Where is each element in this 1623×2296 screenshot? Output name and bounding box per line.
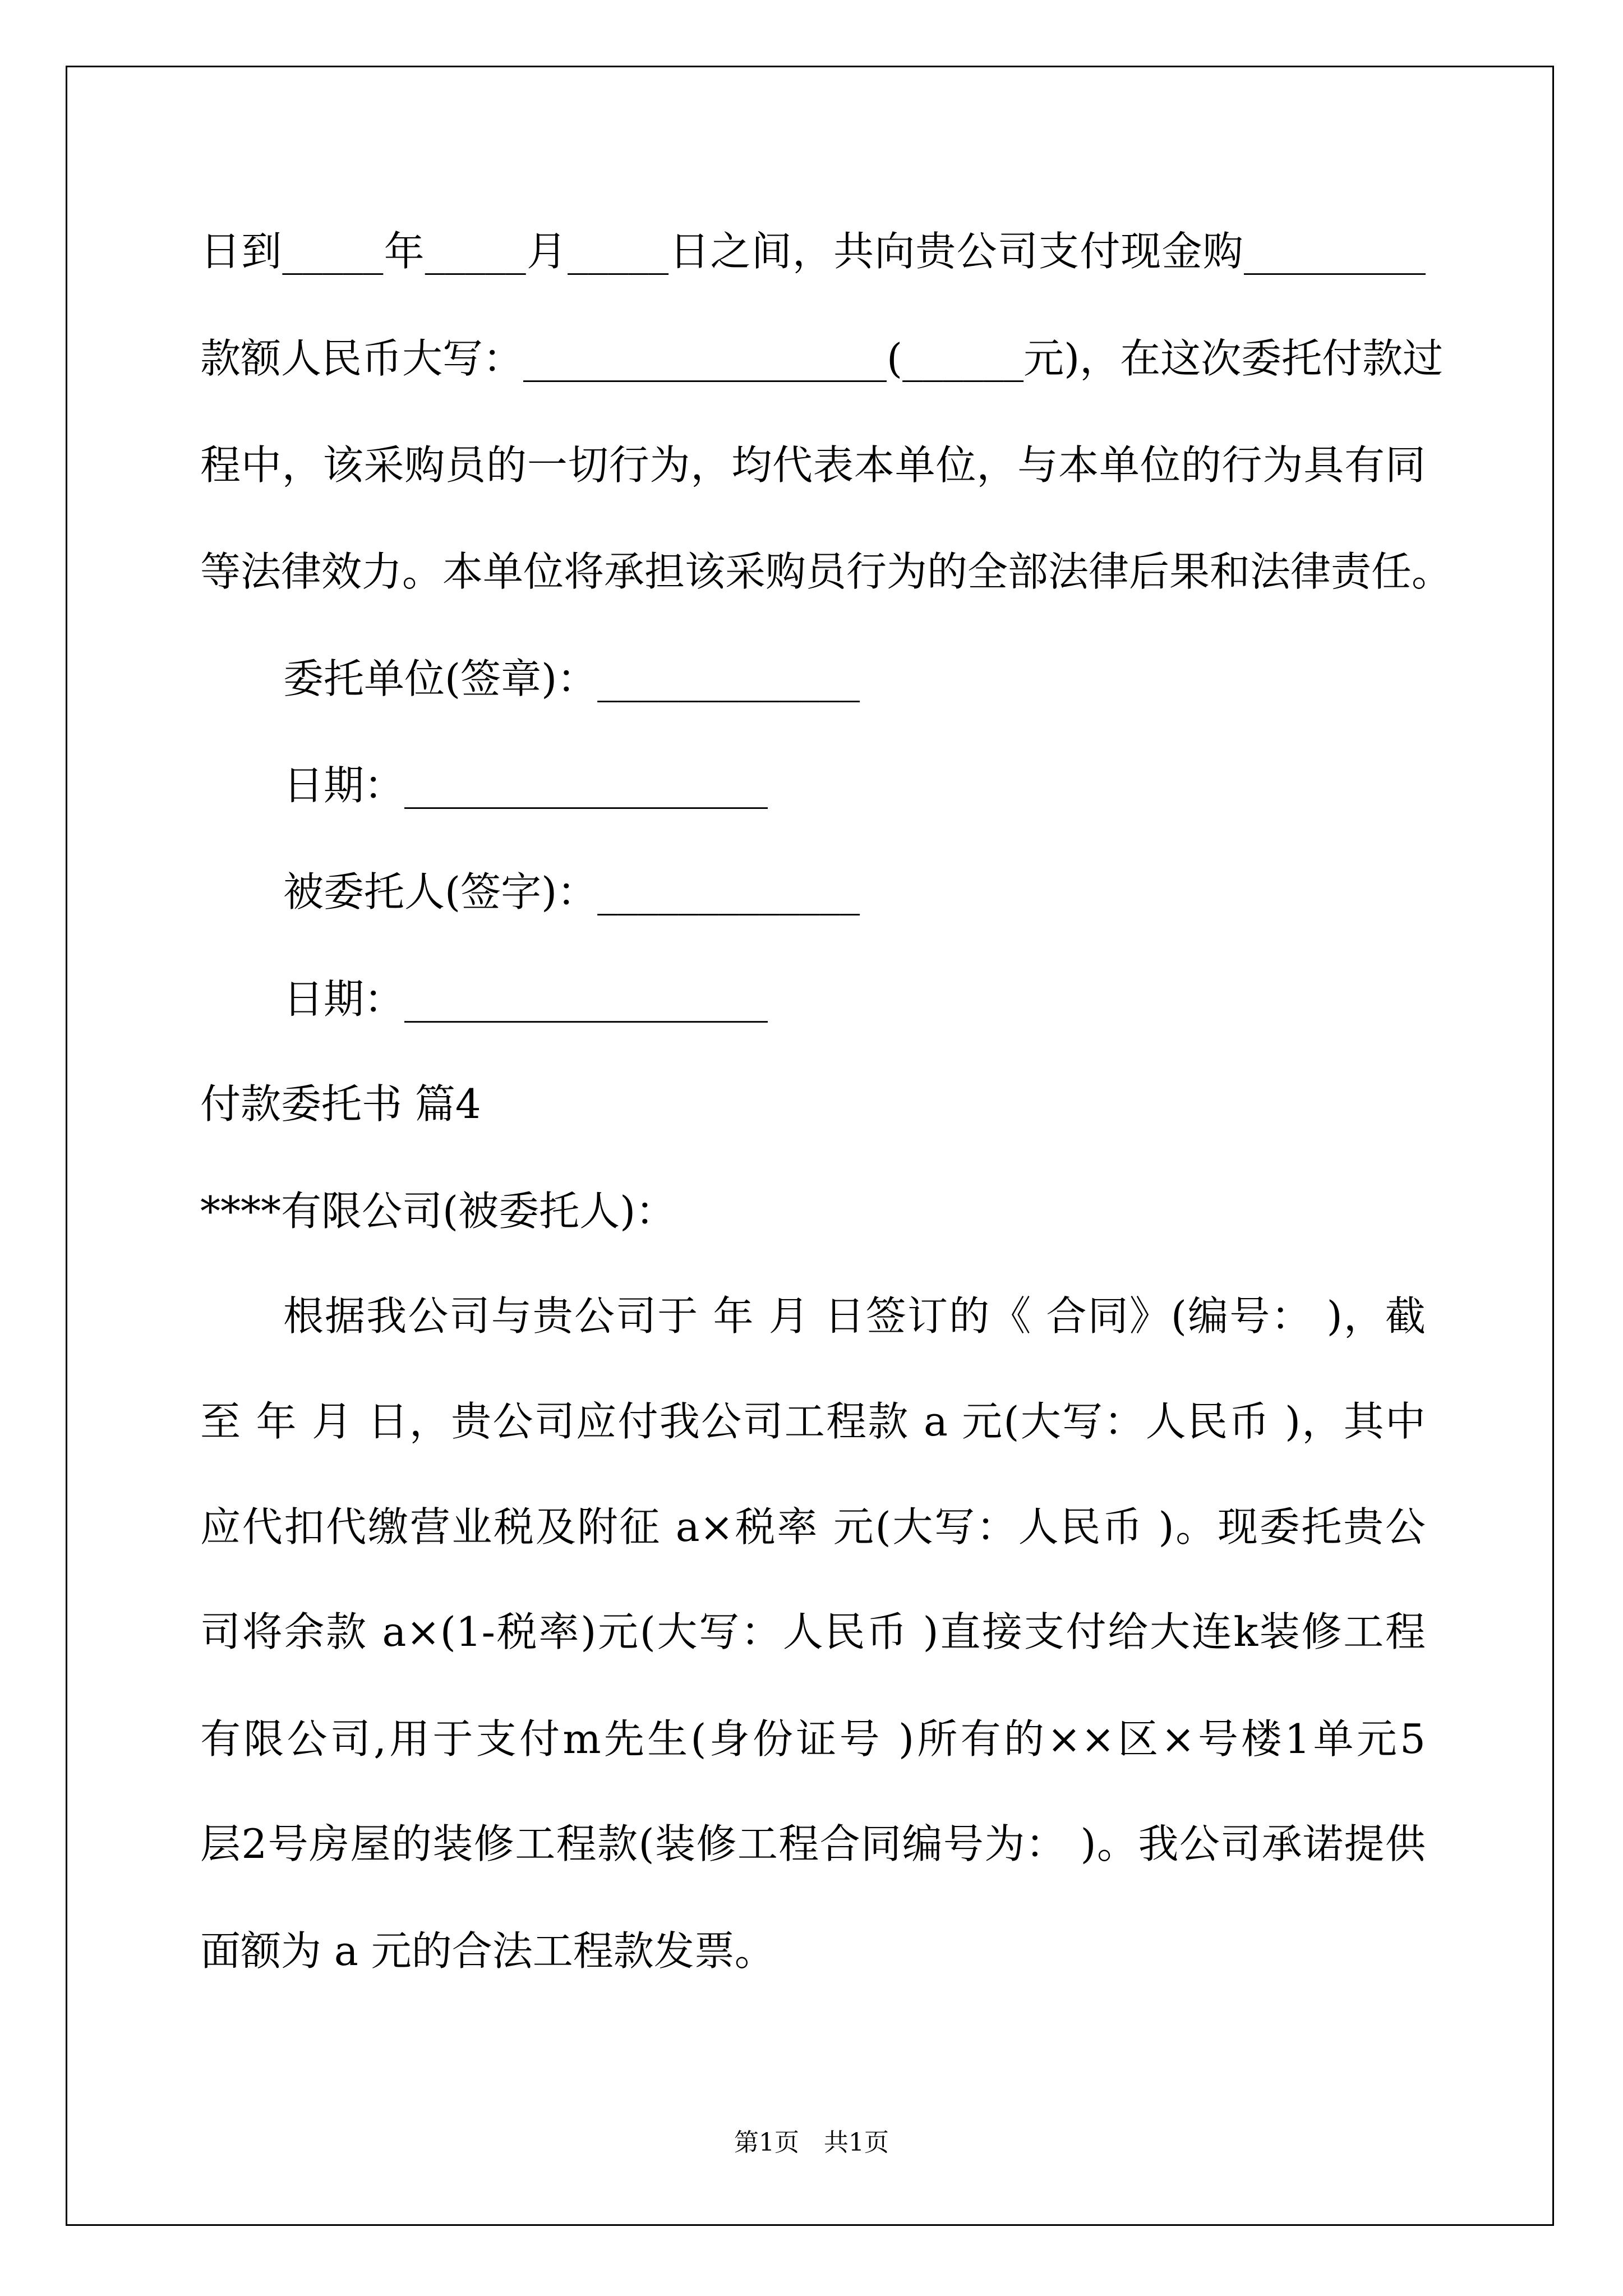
signature-field-entrusting-unit: 委托单位(签章)：_____________	[283, 655, 860, 702]
signature-field-trustee: 被委托人(签字)：_____________	[283, 868, 860, 915]
text-line: 司将余款 a×(1-税率)元(大写：人民币 )直接支付给大连k装修工程	[200, 1608, 1426, 1655]
page-border	[66, 66, 1554, 2226]
signature-field-date: 日期：__________________	[283, 976, 768, 1023]
text-line: 根据我公司与贵公司于 年 月 日签订的《 合同》(编号： )，截	[283, 1292, 1426, 1340]
text-line: 款额人民币大写：__________________(______元)，在这次委托付款过	[200, 335, 1444, 382]
text-line: 程中，该采购员的一切行为，均代表本单位，与本单位的行为具有同	[200, 441, 1426, 489]
text-line: 至 年 月 日，贵公司应付我公司工程款 a 元(大写：人民币 )，其中	[200, 1398, 1426, 1445]
addressee: ****有限公司(被委托人)：	[200, 1188, 676, 1235]
section-title: 付款委托书 篇4	[200, 1080, 481, 1128]
text-line: 日到_____年_____月_____日之间，共向贵公司支付现金购_________	[200, 228, 1426, 275]
text-line: 等法律效力。本单位将承担该采购员行为的全部法律后果和法律责任。	[200, 548, 1453, 595]
text-line: 层2号房屋的装修工程款(装修工程合同编号为： )。我公司承诺提供	[200, 1820, 1426, 1867]
text-line: 有限公司,用于支付m先生(身份证号 )所有的××区×号楼1单元5	[200, 1715, 1426, 1763]
text-line: 应代扣代缴营业税及附征 a×税率 元(大写：人民币 )。现委托贵公	[200, 1503, 1426, 1550]
signature-field-date: 日期：__________________	[283, 762, 768, 809]
text-line: 面额为 a 元的合法工程款发票。	[200, 1927, 775, 1975]
page-number: 第1页 共1页	[734, 2128, 889, 2157]
